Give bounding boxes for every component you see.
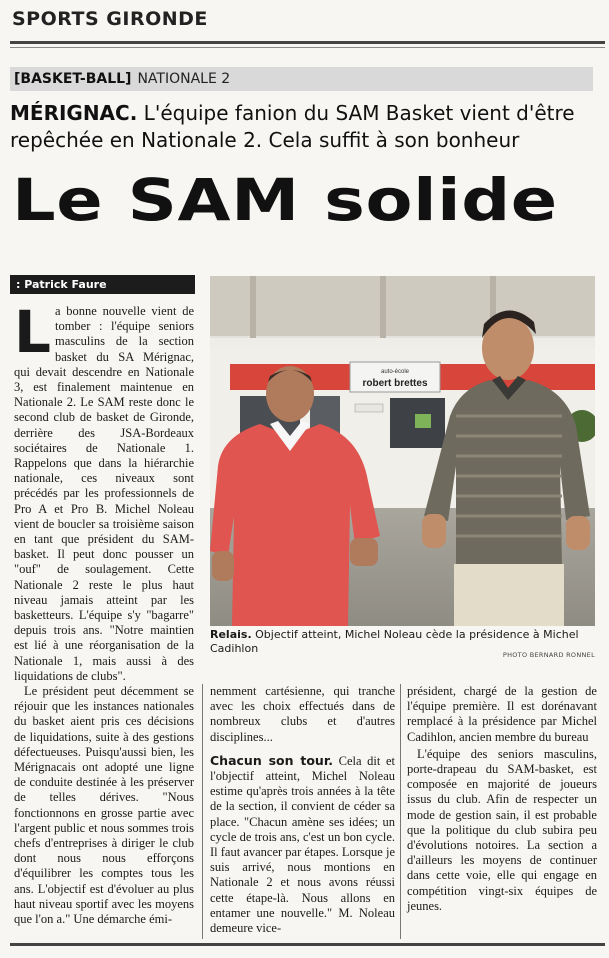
deck-place: MÉRIGNAC. [10, 101, 138, 125]
top-rule [10, 41, 605, 44]
headline: Le SAM solide [12, 166, 558, 234]
section-title: SPORTS GIRONDE [12, 8, 208, 30]
article-column-2 [210, 684, 395, 936]
rubric-bar [10, 67, 593, 91]
caption-lead: Relais. [210, 628, 252, 641]
top-rule-thin [10, 47, 605, 48]
article-paragraph: L'équipe des seniors masculins, porte-drapeau du SAM-basket, est composée en majorité de joueurs issus du club. Afin de respecter un mode de gestion sain, il est probable que la politique du club subira peu d'évolutions notoires. La section a d'ailleurs les moyens de continuer dans cette voie, elle qui engage en compétition vingt-six équipes de jeunes. [407, 746, 597, 913]
byline: : Patrick Faure [10, 275, 195, 294]
paragraph-text: a bonne nouvelle vient de tomber : l'équipe seniors masculins de la section basket du SA Mérignac, qui devait descendre en Nationale 3, est finalement maintenue en Nationale 2. Le SAM reste donc le second club de basket de Gironde, derrière des JSA-Bordeaux sociétaires de Nationale 1. Rappelons que dans la hiérarchie nationale, ces niveaux sont précédés par les professionnels de Pro A et Pro B. Michel Noleau vient de boucler sa troisième saison en tant que président du SAM-basket. Il peut donc pousser un "ouf" de soulagement. Cette Nationale 2 reste le plus haut niveau jamais atteint par les basketteurs. L'équipe s'y "bagarre" depuis trois ans. "Notre maintien est lié à une réorganisation de la Nationale 1, mais aussi à des liquidations de clubs". [14, 304, 194, 683]
shop-sign-name: robert brettes [362, 378, 428, 389]
article-paragraph: nemment cartésienne, qui tranche avec les choix effectués dans de nombreux clubs et d'autres disciplines... [210, 684, 395, 744]
photo-credit: PHOTO BERNARD RONNEL [502, 651, 595, 659]
article-paragraph: Le président peut décemment se réjouir que les instances nationales du basket aient pris ces décisions de liquidations, suite à des gestions défectueuses. Puisqu'aussi bien, les Mérignacais ont adopté une ligne de conduite destinée à les préserver de telles dérives. "Nous fonctionnons en grosse partie avec l'argent public et nous sommes trois chefs d'entreprises à diriger le club dont nous nous efforçons d'équilibrer les comptes tous les ans. L'objectif est d'évoluer au plus haut niveau sportif avec les moyens que l'on a." Une démarche émi- [14, 684, 194, 927]
rubric-subtitle: NATIONALE 2 [137, 71, 231, 87]
column-rule [202, 684, 203, 939]
drop-cap: L [14, 298, 51, 366]
article-column-1 [14, 298, 194, 684]
article-paragraph [14, 298, 194, 684]
article-column-3 [407, 684, 597, 914]
paragraph-text: Cela dit et l'objectif atteint, Michel Noleau estime qu'après trois années à la tête de la section, il convient de céder sa place. "Chacun amène ses idées; un cycle de trois ans, c'est un bon cycle. Il faut avancer par étapes. Lorsque je suis arrivé, nous montions en Nationale 2 et nous avons réussi cette étape-là. Nous allons en entamer une nouvelle." M. Noleau demeure vice- [210, 753, 395, 936]
rubric-tag: [BASKET-BALL] [14, 71, 132, 87]
photo-image [210, 276, 595, 626]
interhead: Chacun son tour. [210, 752, 333, 768]
caption-text: Objectif atteint, Michel Noleau cède la présidence à Michel Cadihlon [210, 628, 579, 655]
bottom-rule [10, 943, 605, 946]
deck [10, 100, 602, 154]
article-paragraph: président, chargé de la gestion de l'équipe première. Il est dorénavant remplacé à la présidence par Michel Cadihlon, ancien membre du bureau [407, 684, 597, 744]
shop-sign-small: auto-école [380, 369, 410, 375]
article-paragraph [210, 753, 395, 936]
deck-text: L'équipe fanion du SAM Basket vient d'être repêchée en Nationale 2. Cela suffit à son bonheur [10, 101, 575, 152]
column-rule [400, 684, 401, 939]
article-photo [210, 276, 595, 626]
article-column-1-lower [14, 684, 194, 927]
